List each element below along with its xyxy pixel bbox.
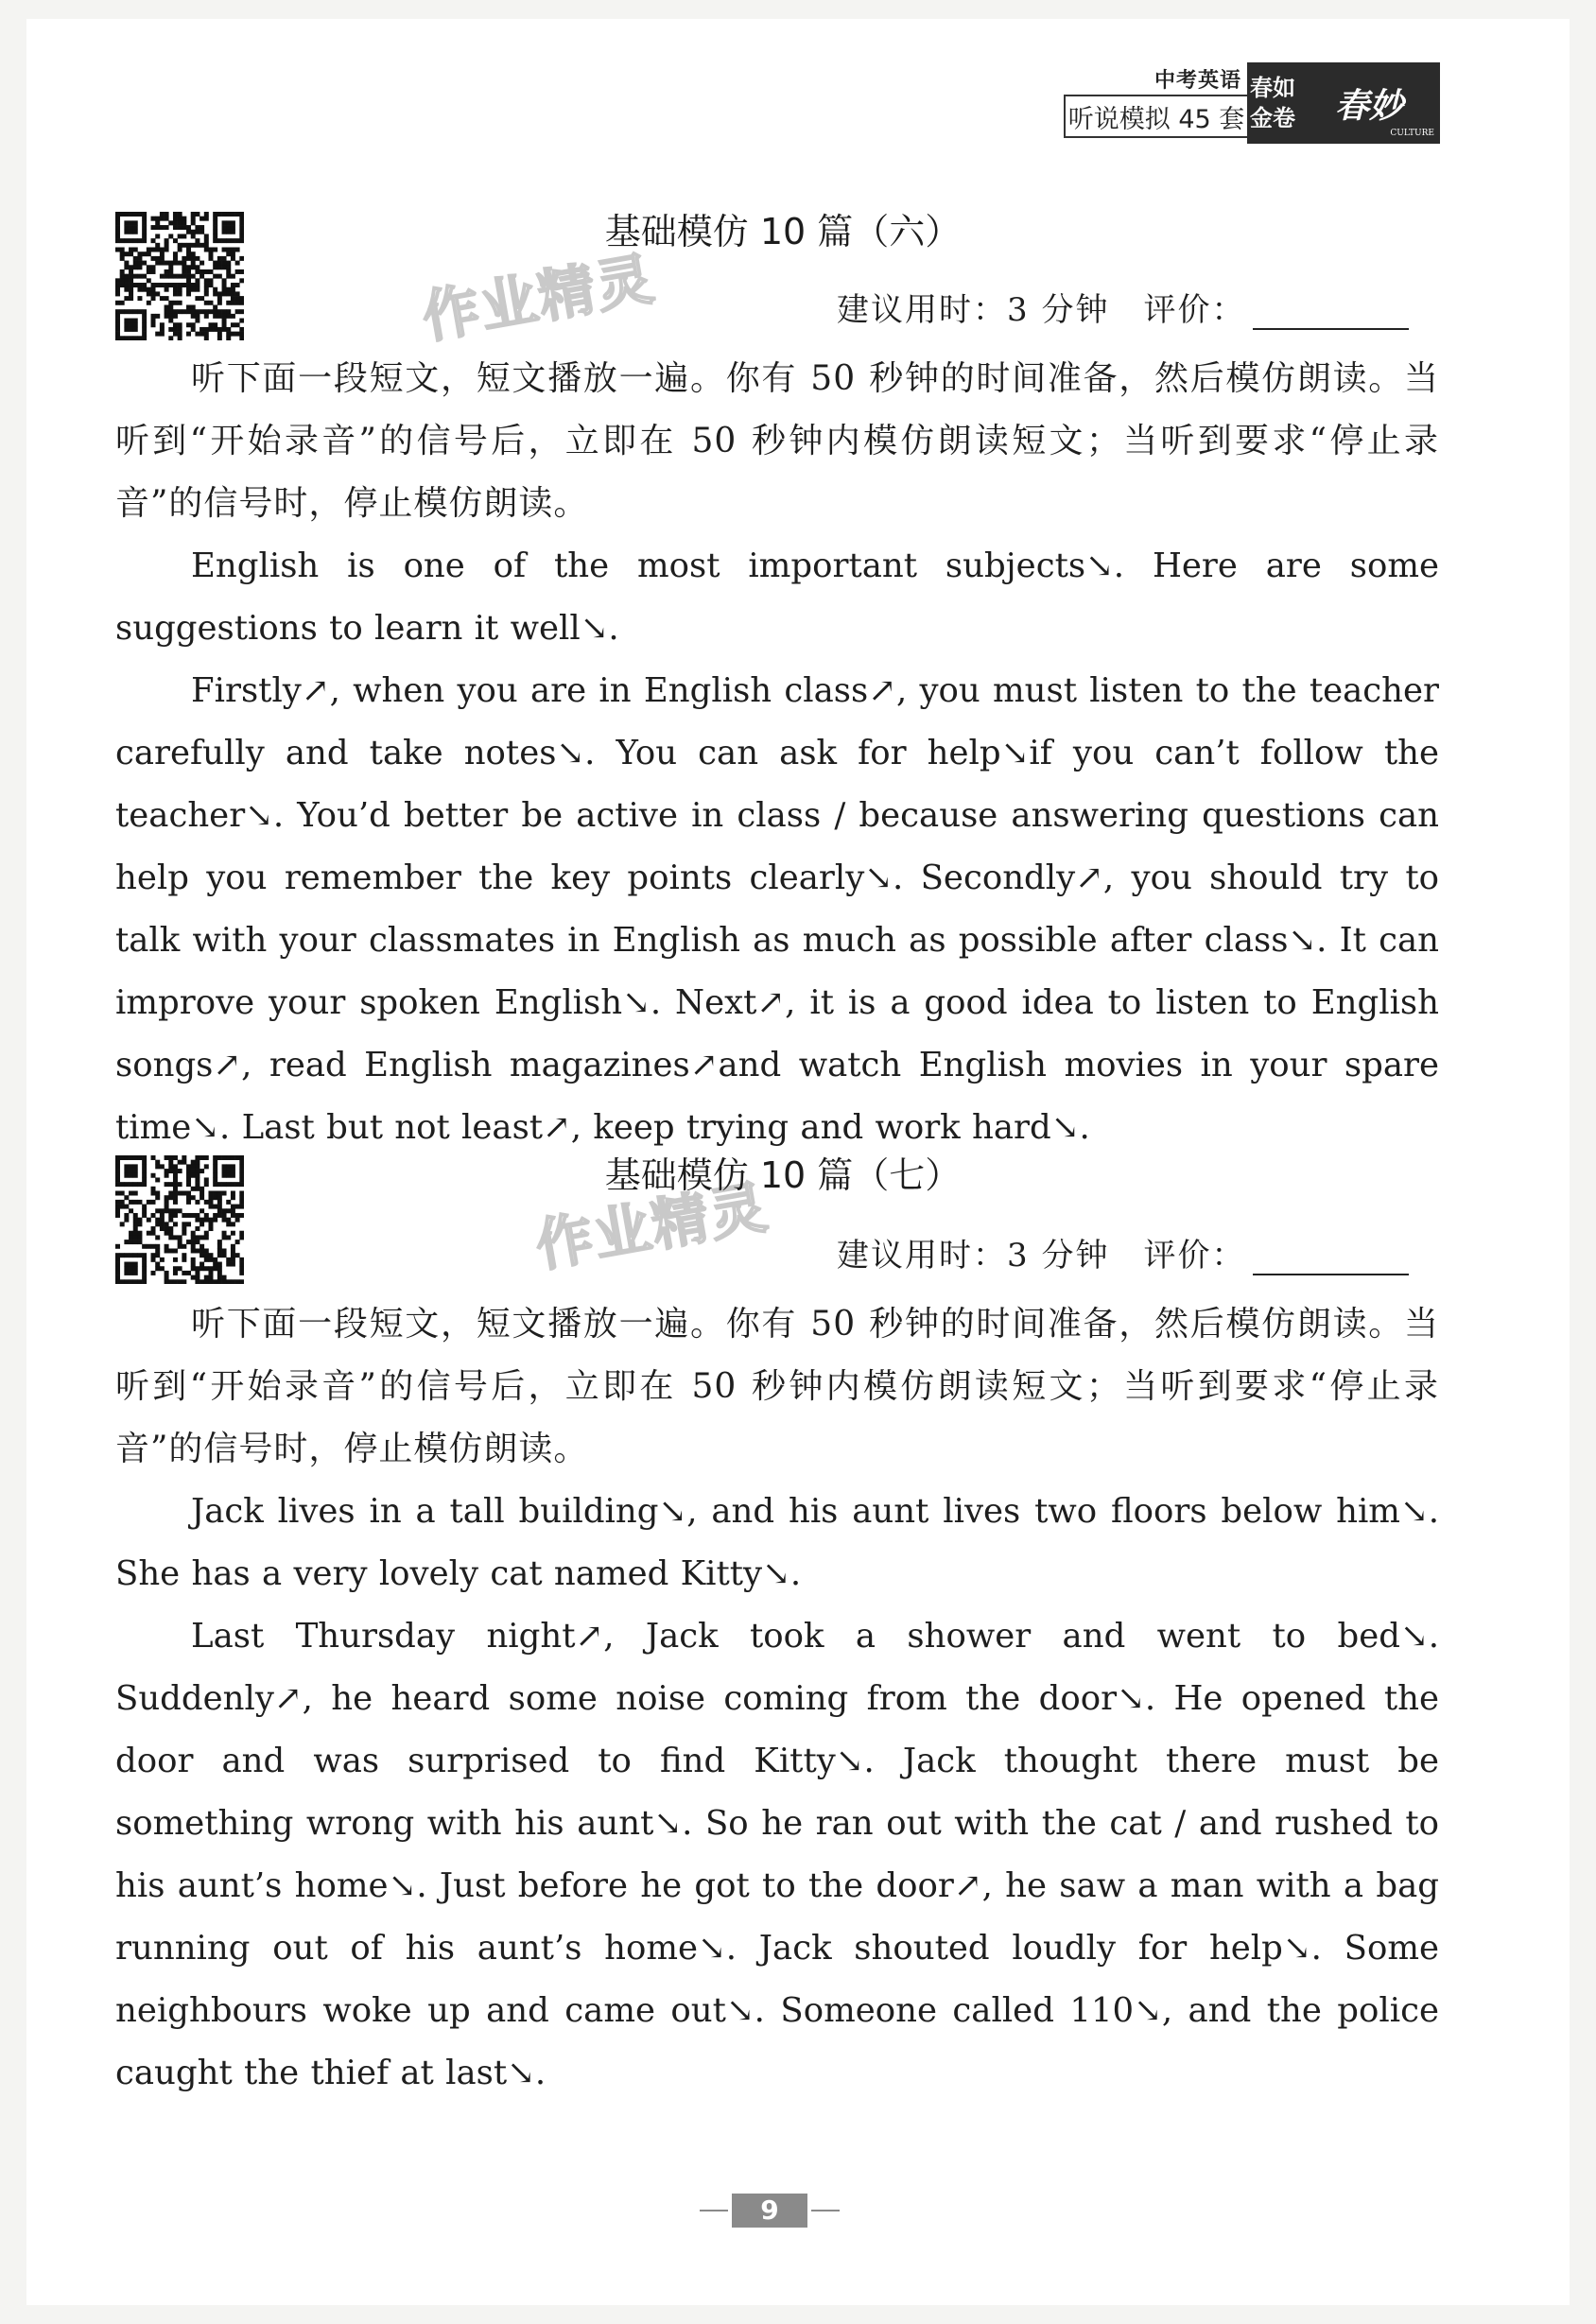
- qr-code-icon[interactable]: [115, 212, 244, 340]
- rating-label: 评价：: [1143, 1237, 1246, 1275]
- watermark: 作业精灵: [417, 245, 661, 352]
- rating-blank: [1253, 296, 1409, 330]
- passage-paragraph: English is one of the most important subjects↘. Here are some suggestions to learn it well↘.: [115, 546, 1439, 648]
- brand-mark: [1247, 62, 1298, 144]
- book-subtitle: 听说模拟 45 套: [1064, 95, 1247, 138]
- rating-label: 评价：: [1143, 291, 1246, 329]
- watermark: 作业精灵: [530, 1173, 774, 1280]
- section-meta: [837, 284, 1409, 330]
- rating-blank: [1253, 1241, 1409, 1275]
- brand-logo: [1298, 62, 1440, 144]
- passage-paragraph: Firstly↗, when you are in English class↗, you must listen to the teacher carefully and take notes↘. You can ask for help↘if you can’t follow the teacher↘. You’d better be active in class / because answering questions can help you remember the key points clearly↘. Secondly↗, you should try to talk with your classmates in English as much as possible after class↘. It can improve your spoken English↘. Next↗, it is a good idea to listen to English songs↗, read English magazines↗and watch English movies in your spare time↘. Last but not least↗, keep trying and work hard↘.: [115, 671, 1439, 1147]
- section-title: 基础模仿 10 篇（七）: [604, 1154, 962, 1196]
- header-brand: [1064, 62, 1440, 144]
- instructions: 听下面一段短文，短文播放一遍。你有 50 秒钟的时间准备，然后模仿朗读。当听到“开始录音”的信号后，立即在 50 秒钟内模仿朗读短文；当听到要求“停止录音”的信号时，停止模仿朗读。: [115, 359, 1439, 523]
- section-meta: [837, 1229, 1409, 1275]
- time-label: 建议用时：3 分钟: [837, 291, 1110, 329]
- instructions: 听下面一段短文，短文播放一遍。你有 50 秒钟的时间准备，然后模仿朗读。当听到“开始录音”的信号后，立即在 50 秒钟内模仿朗读短文；当听到要求“停止录音”的信号时，停止模仿朗读。: [115, 1305, 1439, 1468]
- brand-logo-text: 春妙: [1334, 85, 1403, 126]
- section-body: [115, 348, 1439, 1159]
- brand-logo-small: CULTURE: [1390, 129, 1434, 138]
- passage-paragraph: Jack lives in a tall building↘, and his aunt lives two floors below him↘. She has a very lovely cat named Kitty↘.: [115, 1492, 1439, 1593]
- time-label: 建议用时：3 分钟: [837, 1237, 1110, 1275]
- page-number: 9: [732, 2194, 807, 2228]
- section-body: [115, 1293, 1439, 2105]
- qr-code-icon[interactable]: [115, 1155, 244, 1284]
- brand-mark-top: 春如: [1250, 75, 1295, 101]
- brand-left: [1064, 62, 1247, 144]
- section-title: 基础模仿 10 篇（六）: [604, 211, 962, 252]
- brand-mark-bottom: 金卷: [1250, 105, 1295, 131]
- series-label: 中考英语: [1154, 68, 1241, 93]
- passage-paragraph: Last Thursday night↗, Jack took a shower and went to bed↘. Suddenly↗, he heard some noise coming from the door↘. He opened the door and was surprised to find Kitty↘. Jack thought there must be something wrong with his aunt↘. So he ran out with the cat / and rushed to his aunt’s home↘. Just before he got to the door↗, he saw a man with a bag running out of his aunt’s home↘. Jack shouted loudly for help↘. Some neighbours woke up and came out↘. Someone called 110↘, and the police caught the thief at last↘.: [115, 1617, 1439, 2092]
